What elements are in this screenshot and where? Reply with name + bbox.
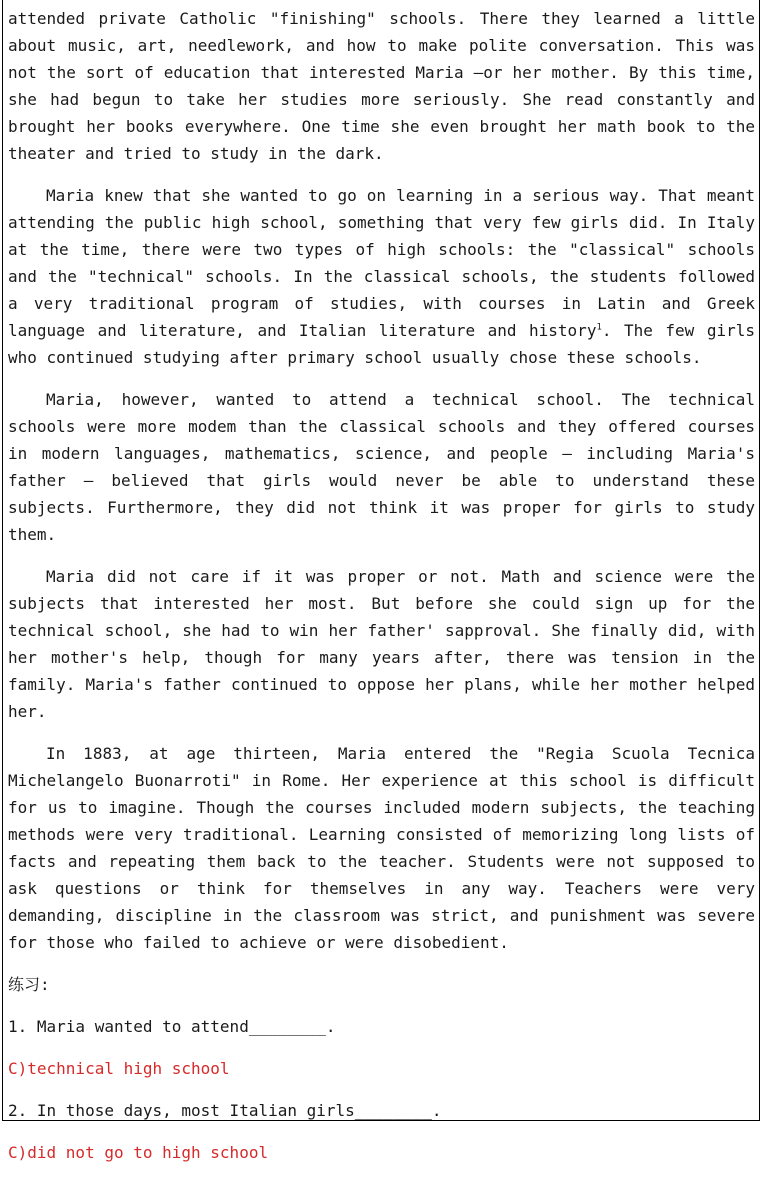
exercise-heading: 练习: xyxy=(8,975,50,994)
paragraph-2-text: Maria knew that she wanted to go on learning in a serious way. That meant attending the public high school, something that very few girls did. In Italy at the time, there were two types of high schools: the "classical" schools and the "technical" schools. In the classical schools, the students followed a very traditional program of studies, with courses in Latin and Greek language and literature, and Italian literature and history xyxy=(8,186,755,340)
question-2: 2. In those days, most Italian girls________. xyxy=(8,1101,442,1120)
answer-2: C)did not go to high school xyxy=(8,1143,269,1162)
paragraph-2-text-end: . The few girls who continued studying after primary school usually chose these schools. xyxy=(8,321,755,367)
paragraph-3: Maria, however, wanted to attend a technical school. The technical schools were more modem than the classical schools and they offered courses in modern languages, mathematics, science, and people — including Maria's father — believed that girls would never be able to understand these subjects. Furthermore, they did not think it was proper for girls to study them. xyxy=(8,390,755,544)
paragraph-5: In 1883, at age thirteen, Maria entered the "Regia Scuola Tecnica Michelangelo Buonarroti" in Rome. Her experience at this school is difficult for us to imagine. Though the courses included modern subjects, the teaching methods were very traditional. Learning consisted of memorizing long lists of facts and repeating them back to the teacher. Students were not supposed to ask questions or think for themselves in any way. Teachers were very demanding, discipline in the classroom was strict, and punishment was severe for those who failed to achieve or were disobedient. xyxy=(8,744,755,952)
question-1: 1. Maria wanted to attend________. xyxy=(8,1017,336,1036)
document-body xyxy=(8,5,755,1181)
paragraph-4: Maria did not care if it was proper or not. Math and science were the subjects that interested her most. But before she could sign up for the technical school, she had to win her father' sapproval. She finally did, with her mother's help, though for many years after, there was tension in the family. Maria's father continued to oppose her plans, while her mother helped her. xyxy=(8,567,755,721)
paragraph-2 xyxy=(8,182,755,371)
answer-1: C)technical high school xyxy=(8,1059,230,1078)
paragraph-1: attended private Catholic "finishing" schools. There they learned a little about music, art, needlework, and how to make polite conversation. This was not the sort of education that interested Maria —or her mother. By this time, she had begun to take her studies more seriously. She read constantly and brought her books everywhere. One time she even brought her math book to the theater and tried to study in the dark. xyxy=(8,9,755,163)
footnote-marker: 1 xyxy=(596,322,602,333)
